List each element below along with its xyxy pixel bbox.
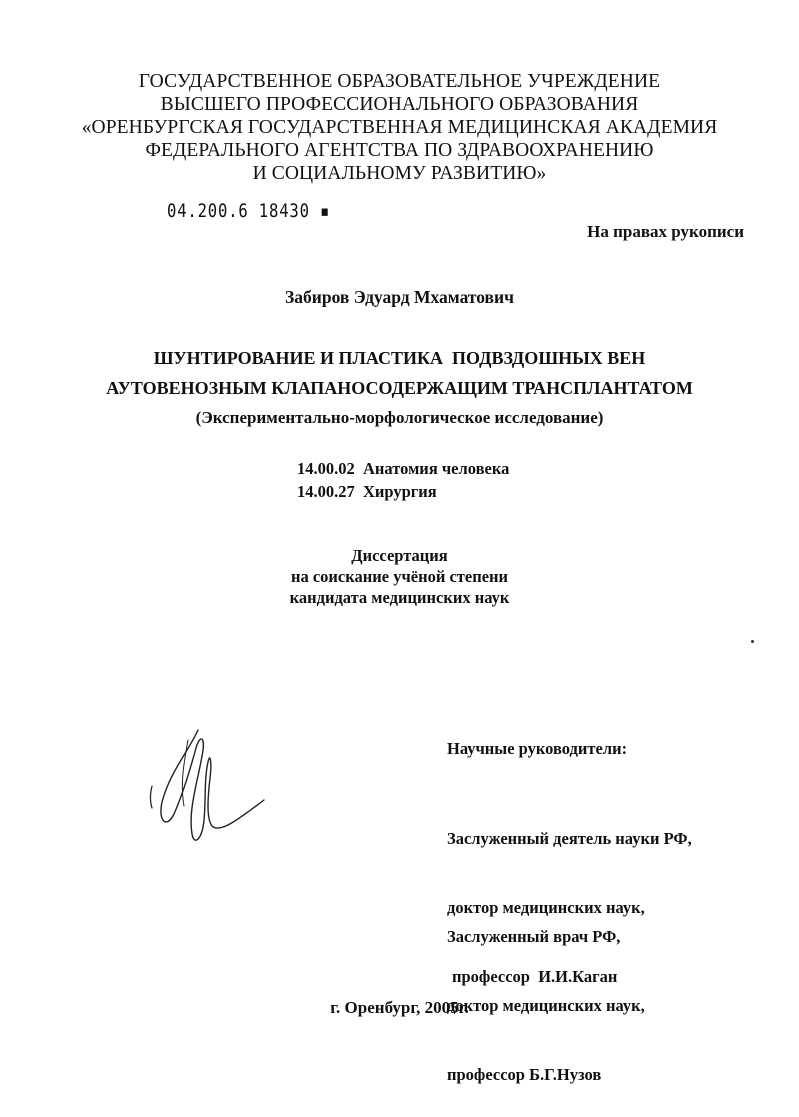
specialty-row bbox=[297, 459, 509, 479]
institution-line-2: ВЫСШЕГО ПРОФЕССИОНАЛЬНОГО ОБРАЗОВАНИЯ bbox=[160, 94, 639, 115]
institution-line-1: ГОСУДАРСТВЕННОЕ ОБРАЗОВАТЕЛЬНОЕ УЧРЕЖДЕНИЕ bbox=[138, 71, 661, 92]
rights-note: На правах рукописи bbox=[587, 222, 744, 241]
supervisor-1-line-2: доктор медицинских наук, bbox=[447, 898, 645, 917]
specialty-row bbox=[297, 482, 437, 502]
dissertation-title bbox=[0, 343, 799, 403]
author-name: Забиров Эдуард Мхаматович bbox=[285, 287, 514, 307]
degree-heading: Диссертация bbox=[351, 546, 448, 565]
institution-line-4: ФЕДЕРАЛЬНОГО АГЕНТСТВА ПО ЗДРАВООХРАНЕНИЮ bbox=[145, 140, 654, 161]
registration-code bbox=[167, 200, 330, 222]
institution-line-5: И СОЦИАЛЬНОМУ РАЗВИТИЮ» bbox=[252, 163, 547, 184]
supervisor-2-line-3: профессор Б.Г.Нузов bbox=[447, 1065, 602, 1084]
title-line-2: АУТОВЕНОЗНЫМ КЛАПАНОСОДЕРЖАЩИМ ТРАНСПЛАНТАТОМ bbox=[106, 378, 693, 398]
institution-header bbox=[0, 70, 799, 185]
degree-block bbox=[0, 545, 799, 608]
specialty-name: Анатомия человека bbox=[363, 459, 510, 478]
specialty-name: Хирургия bbox=[363, 482, 437, 501]
supervisor-2-line-2: доктор медицинских наук, bbox=[447, 996, 645, 1015]
supervisor-2 bbox=[447, 879, 645, 1109]
code-dash-mark: ▪ bbox=[309, 200, 331, 222]
dissertation-subtitle: (Экспериментально-морфологическое исследование) bbox=[195, 408, 604, 427]
speck-mark bbox=[751, 640, 754, 643]
degree-line-3: кандидата медицинских наук bbox=[289, 588, 510, 607]
signature-image bbox=[140, 722, 275, 852]
specialty-code: 14.00.27 bbox=[297, 482, 355, 501]
supervisor-1-line-3: профессор И.И.Каган bbox=[452, 967, 618, 986]
supervisor-1-line-1: Заслуженный деятель науки РФ, bbox=[447, 829, 692, 848]
institution-line-3: «ОРЕНБУРГСКАЯ ГОСУДАРСТВЕННАЯ МЕДИЦИНСКАЯ АКАДЕМИЯ bbox=[81, 117, 718, 138]
registration-code-text: 04.200.6 18430 bbox=[167, 200, 310, 222]
city-year: г. Оренбург, 2005г. bbox=[330, 998, 469, 1017]
supervisor-2-line-1: Заслуженный врач РФ, bbox=[447, 927, 621, 946]
supervisors-heading: Научные руководители: bbox=[447, 739, 628, 758]
title-line-1: ШУНТИРОВАНИЕ И ПЛАСТИКА ПОДВЗДОШНЫХ ВЕН bbox=[153, 348, 646, 368]
degree-line-2: на соискание учёной степени bbox=[290, 567, 509, 586]
specialty-code: 14.00.02 bbox=[297, 459, 355, 478]
